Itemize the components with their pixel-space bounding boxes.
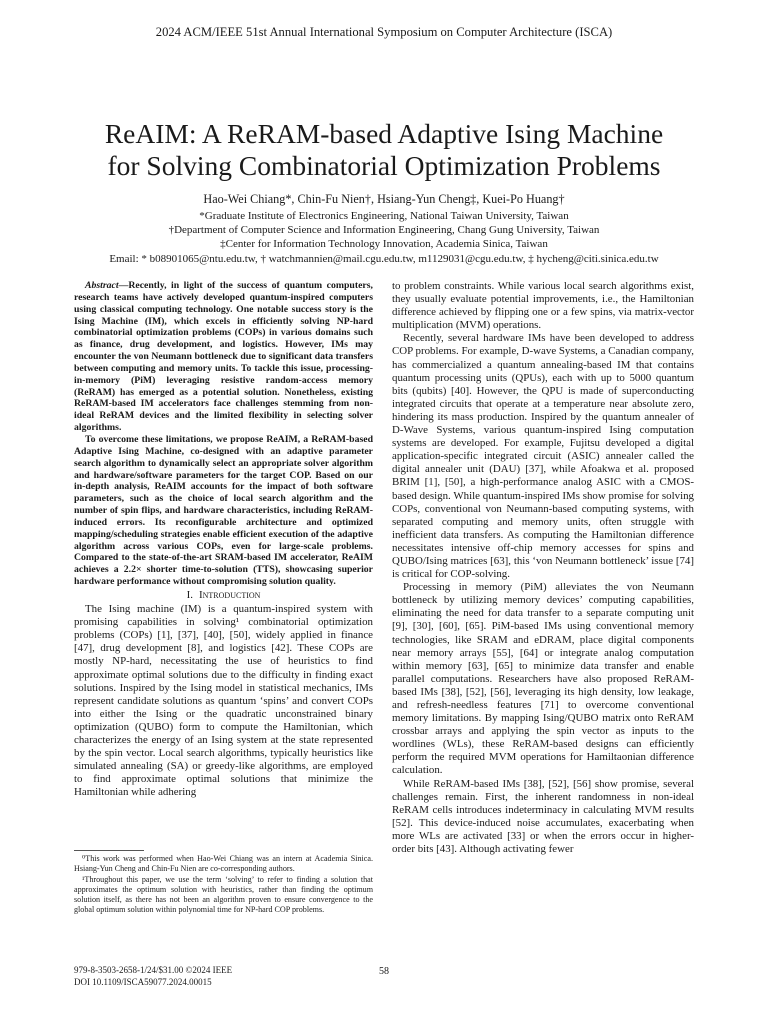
author-list: Hao-Wei Chiang*, Chin-Fu Nien†, Hsiang-Yun Cheng‡, Kuei-Po Huang† — [203, 192, 565, 206]
title-line-1: ReAIM: A ReRAM-based Adaptive Ising Machine — [104, 118, 664, 149]
doi-line: DOI 10.1109/ISCA59077.2024.00015 — [74, 977, 212, 987]
section-heading-introduction — [74, 589, 373, 602]
affiliation-3: ‡Center for Information Technology Innovation, Academia Sinica, Taiwan — [220, 238, 548, 250]
footnote-rule — [74, 850, 144, 851]
footnote-1: ¹Throughout this paper, we use the term ‘solving’ to refer to finding a solution that approximates the optimum solution with heuristics, rather than finding the optimum solution itself, as there has not been an algorithm proven to ensure convergence to the global optimum solution within polynomial time for NP-hard COP problems. — [74, 875, 373, 914]
conference-header: 2024 ACM/IEEE 51st Annual International Symposium on Computer Architecture (ISCA) — [155, 25, 613, 39]
intro-paragraph-1: The Ising machine (IM) is a quantum-inspired system with promising capabilities in solving¹ combinatorial optimization problems (COPs) [1], [37], [40], [50], widely applied in finance [47], drug development [8], and logistics [42]. These COPs are mostly NP-hard, necessitating the use of heuristics to find approximate optimal solutions due to the difficulty in finding exact solutions. Inspired by the Ising model in statistical mechanics, IMs represent candidate solutions as quantum ‘spins’ and convert COPs into either the Ising or the quadratic unconstrained binary optimization (QUBO) form to compute the Hamiltonian, which characterizes the energy of an Ising system at the state represented by the spin vector. Local search algorithms, typically heuristics like simulated annealing (SA) or greedy-like algorithms, are employed to find approximate optimal solutions that minimize the Hamiltonian while adhering — [74, 603, 373, 799]
right-paragraph-continued: to problem constraints. While various local search algorithms exist, they usually evaluate potential improvements, i.e., the Hamiltonian difference achieved by flipping one or a few spins, via matrix-vector multiplication (MVM) operations. — [392, 280, 694, 332]
abstract-text-1: —Recently, in light of the success of quantum computers, research teams have actively developed quantum-inspired computers using classical computing technology. One notable success story is the Ising Machine (IM), which excels in efficiently solving NP-hard combinatorial optimization problems (COPs) in various domains such as finance, drug development, and logistics. However, IMs may encounter the von Neumann bottleneck due to significant data transfers between computing and memory units. To tackle this issue, processing-in-memory (PiM) leveraging resistive random-access memory (ReRAM) has emerged as a potential solution. Nonetheless, existing ReRAM-based IM accelerators face challenges stemming from non-ideal ReRAM devices and the limited flexibility in selecting solver algorithms. — [74, 280, 373, 434]
footnote-0: ⁰This work was performed when Hao-Wei Chiang was an intern at Academia Sinica. Hsiang-Yun Cheng and Chin-Fu Nien are co-corresponding authors. — [74, 854, 373, 873]
affiliation-1: *Graduate Institute of Electronics Engineering, National Taiwan University, Taiwan — [199, 210, 569, 222]
page-number: 58 — [379, 966, 389, 977]
footnotes — [74, 854, 373, 916]
email-line: Email: * b08901065@ntu.edu.tw, † watchmannien@mail.cgu.edu.tw, m1129031@cgu.edu.tw, ‡ hycheng@citi.sinica.edu.tw — [109, 253, 659, 265]
title-line-2: for Solving Combinatorial Optimization Problems — [107, 150, 661, 181]
section-number: I. — [186, 588, 193, 601]
right-column — [392, 280, 694, 856]
section-title: Introduction — [198, 588, 261, 601]
right-paragraph-4: While ReRAM-based IMs [38], [52], [56] show promise, several challenges remain. First, the inherent randomness in non-ideal ReRAM cells introduces indeterminacy in calculating MVM results [52]. This device-induced noise accumulates, exacerbating when more WLs are activated [33] or when the errors occur in higher-order bits [43]. Although activating fewer — [392, 777, 694, 856]
affiliation-2: †Department of Computer Science and Information Engineering, Chang Gung University, Taiwan — [168, 224, 600, 236]
abstract-label: Abstract — [85, 280, 119, 291]
paper-title — [40, 118, 728, 182]
left-column — [74, 280, 373, 799]
abstract-paragraph-2: To overcome these limitations, we propose ReAIM, a ReRAM-based Adaptive Ising Machine, co-designed with an adaptive parameter search algorithm to dynamically select an appropriate solver algorithm and hardware/software parameters for the target COP. Based on our in-depth analysis, ReAIM accounts for the impact of both software parameters, such as the choice of local search algorithm and the number of spin flips, and hardware characteristics, including ReRAM-induced errors. Its reconfigurable architecture and optimized mapping/scheduling strategies enable efficient execution of the adaptive algorithm across various COPs, even for large-scale problems. Compared to the state-of-the-art SRAM-based IM accelerator, ReAIM achieves a 2.2× shorter time-to-solution (TTS), showcasing superior hardware performance without compromising solution quality. — [74, 433, 373, 588]
right-paragraph-3: Processing in memory (PiM) alleviates the von Neumann bottleneck by utilizing memory devices’ computing capabilities, eliminating the need for data transfer to a separate computing unit [9], [30], [60], [65]. PiM-based IMs using conventional memory technologies, like SRAM and eDRAM, place digital components near memory arrays [55], [64] or integrate analog computation within memory [63], [65] to minimize data transfer and enable parallel computations. Researchers have also proposed ReRAM-based IMs [38], [52], [56], leveraging its high density, low leakage, and refresh-needless features [71] to overcome conventional memory limitations. By mapping Ising/QUBO matrix onto ReRAM crossbar arrays and applying the spin vector as inputs to the wordlines (WLs), these ReRAM-based designs can efficiently perform the required MVM operations for Hamiltaonian difference calculation. — [392, 581, 694, 777]
right-paragraph-2: Recently, several hardware IMs have been developed to address COP problems. For example, D-wave Systems, a Canadian company, has commercialized a quantum annealing-based IM that contains quantum processing units (QPUs), each with up to 5000 quantum bits (qubits) [40]. However, the QPU is made of superconducting integrated circuits that operate at a temperature near absolute zero, hindering its mass production. Inspired by the quantum annealer of D-Wave Systems, various quantum-inspired Ising computation systems are developed. For example, Fujitsu developed a digital application-specific integrated circuit (ASIC) annealer called the digital annealer unit (DAU) [37], while Afoakwa et al. proposed BRIM [1], [50], a high-performance analog ASIC with a CMOS-based design. While quantum-inspired IMs show promise for solving COPs, conventional von Neumann-based computing systems, with separated computing and memory units, often struggle with inefficient data transfers. As computing the Hamiltonian difference necessitates intensive off-chip memory accesses for spins and QUBO/Ising matrices [63], this ‘von Neumann bottleneck’ issue [74] is critical for COP-solving. — [392, 332, 694, 581]
abstract-paragraph-1 — [74, 280, 373, 434]
isbn-line: 979-8-3503-2658-1/24/$31.00 ©2024 IEEE — [74, 965, 233, 975]
